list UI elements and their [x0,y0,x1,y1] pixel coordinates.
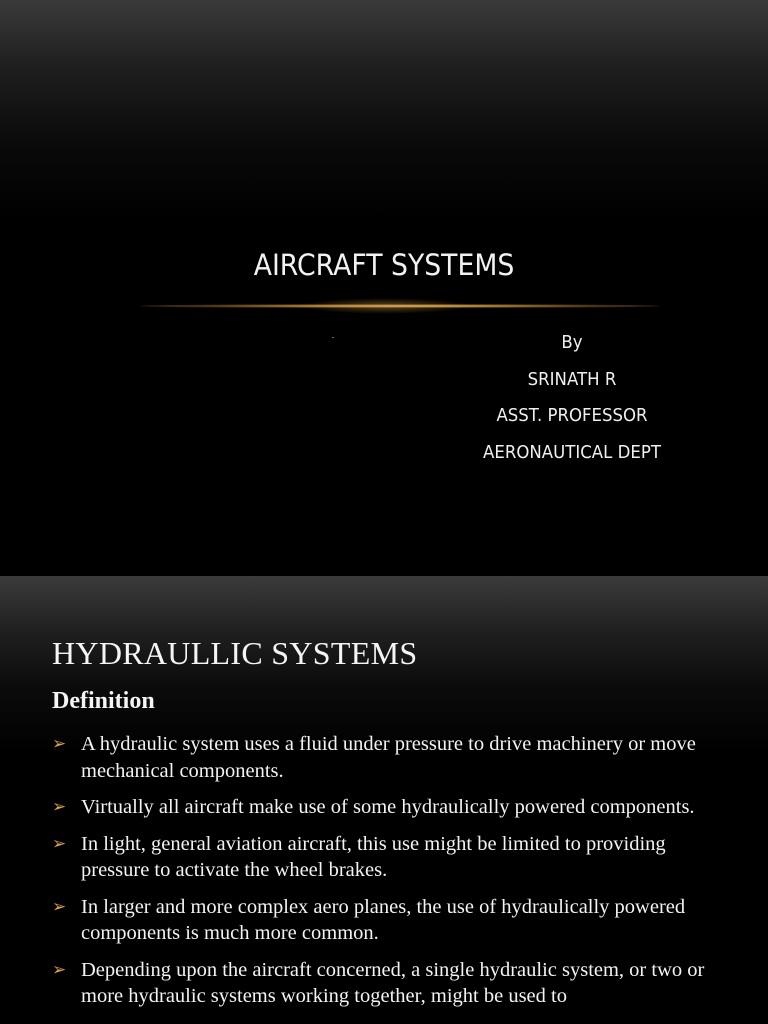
byline-by: By [561,332,583,353]
stray-mark [332,337,334,338]
arrow-bullet-icon: ➢ [52,896,67,917]
bullet-text: A hydraulic system uses a fluid under pressure to drive machinery or move mechanical components. [81,733,696,782]
arrow-bullet-icon: ➢ [52,734,67,754]
byline-position: ASST. PROFESSOR [496,405,648,426]
byline-author: SRINATH R [527,369,617,390]
bullet-item [52,831,712,884]
byline-department: AERONAUTICAL DEPT [483,442,661,463]
bullet-item [52,894,712,947]
bullet-text: In larger and more complex aero planes, the use of hydraulically powered components is much more common. [81,895,686,944]
bullet-text: Depending upon the aircraft concerned, a single hydraulic system, or two or more hydraulic systems working together, might be used to [81,958,705,1007]
arrow-bullet-icon: ➢ [52,959,67,980]
bullet-item [52,957,712,1010]
arrow-bullet-icon: ➢ [52,833,67,854]
hydraulic-slide-title: HYDRAULLIC SYSTEMS [52,635,418,671]
arrow-bullet-icon: ➢ [52,797,67,817]
definition-heading: Definition [52,688,155,714]
presentation-title: AIRCRAFT SYSTEMS [253,248,515,282]
bullet-text: Virtually all aircraft make use of some hydraulically powered components. [81,796,695,818]
bullet-text: In light, general aviation aircraft, this use might be limited to providing pressure to activate the wheel brakes. [81,832,666,881]
title-divider [140,304,660,308]
bullet-item [52,794,712,821]
bullet-item [52,731,712,784]
definition-bullet-list [52,731,712,1020]
